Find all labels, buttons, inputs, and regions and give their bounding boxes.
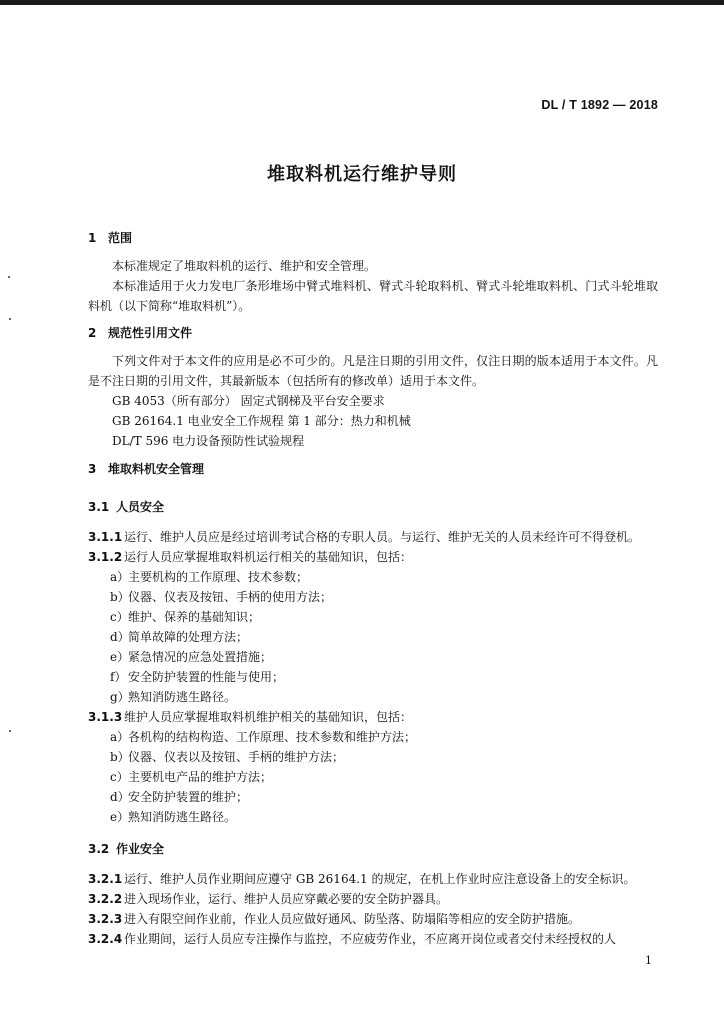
clause-3-1-1 <box>88 527 658 547</box>
list-item-text: 熟知消防逃生路径。 <box>128 810 237 824</box>
list-marker: d） <box>110 790 130 804</box>
normative-reference: DL/T 596 电力设备预防性试验规程 <box>112 434 305 448</box>
list-item <box>88 667 658 687</box>
scan-speck <box>9 730 11 732</box>
section-title: 堆取料机安全管理 <box>108 462 205 476</box>
clause-text: 维护人员应掌握堆取料机维护相关的基础知识，包括： <box>124 710 413 724</box>
section-title: 规范性引用文件 <box>108 326 193 340</box>
list-item <box>88 567 658 587</box>
list-marker: a） <box>110 730 130 744</box>
list-item-text: 主要机电产品的维护方法； <box>128 770 273 784</box>
paragraph: 本标准适用于火力发电厂条形堆场中臂式堆料机、臂式斗轮取料机、臂式斗轮堆取料机、门式斗轮堆取料机（以下简称“堆取料机”）。 <box>88 279 658 313</box>
clause-text: 进入现场作业，运行、维护人员应穿戴必要的安全防护器具。 <box>124 892 449 906</box>
section-heading-1 <box>88 228 658 248</box>
list-item <box>88 647 658 667</box>
document-title: 堆取料机运行维护导则 <box>267 164 457 185</box>
list-marker: f） <box>110 670 127 684</box>
clause-3-1-2 <box>88 547 658 567</box>
section-heading-3 <box>88 459 658 479</box>
list-item-text: 安全防护装置的维护； <box>128 790 249 804</box>
subsection-heading-3-1 <box>88 497 658 517</box>
clause-text: 运行、维护人员作业期间应遵守 GB 26164.1 的规定，在机上作业时应注意设备上的安全标识。 <box>124 872 636 886</box>
section-title: 范围 <box>108 231 133 245</box>
normative-reference: GB 4053（所有部分） 固定式钢梯及平台安全要求 <box>112 394 385 408</box>
list-marker: e） <box>110 650 130 664</box>
list-item-text: 紧急情况的应急处置措施； <box>128 650 273 664</box>
list-item-text: 各机构的结构构造、工作原理、技术参数和维护方法； <box>128 730 417 744</box>
list-item <box>88 587 658 607</box>
list-item <box>88 787 658 807</box>
section-number: 3 <box>88 462 97 476</box>
list-marker: a） <box>110 570 130 584</box>
document-body <box>88 228 658 949</box>
subsection-heading-3-2 <box>88 839 658 859</box>
clause-number: 3.2.4 <box>88 932 123 946</box>
list-item-text: 安全防护装置的性能与使用； <box>128 670 285 684</box>
section-number: 2 <box>88 326 97 340</box>
clause-number: 3.2.2 <box>88 892 123 906</box>
list-item-text: 简单故障的处理方法； <box>128 630 249 644</box>
list-marker: g） <box>110 690 130 704</box>
list-item <box>88 607 658 627</box>
section-heading-2 <box>88 323 658 343</box>
clause-number: 3.2.1 <box>88 872 123 886</box>
top-border-line <box>0 0 724 5</box>
list-marker: c） <box>110 610 129 624</box>
clause-number: 3.2.3 <box>88 912 123 926</box>
list-item <box>88 767 658 787</box>
clause-text: 作业期间，运行人员应专注操作与监控，不应疲劳作业，不应离开岗位或者交付未经授权的人 <box>124 932 617 946</box>
subsection-number: 3.1 <box>88 500 110 514</box>
clause-number: 3.1.2 <box>88 550 123 564</box>
clause-text: 进入有限空间作业前，作业人员应做好通风、防坠落、防塌陷等相应的安全防护措施。 <box>124 912 581 926</box>
list-item-text: 仪器、仪表及按钮、手柄的使用方法； <box>128 590 333 604</box>
clause-3-2-1 <box>88 869 658 889</box>
list-marker: e） <box>110 810 130 824</box>
normative-reference: GB 26164.1 电业安全工作规程 第 1 部分：热力和机械 <box>112 414 411 428</box>
list-item-text: 仪器、仪表以及按钮、手柄的维护方法； <box>128 750 345 764</box>
page-number: 1 <box>645 954 652 967</box>
section-number: 1 <box>88 231 97 245</box>
list-item-text: 维护、保养的基础知识； <box>128 610 261 624</box>
list-marker: d） <box>110 630 130 644</box>
document-code: DL / T 1892 — 2018 <box>541 98 658 112</box>
clause-number: 3.1.3 <box>88 710 123 724</box>
clause-text: 运行、维护人员应是经过培训考试合格的专职人员。与运行、维护无关的人员未经许可不得登机。 <box>124 530 641 544</box>
clause-text: 运行人员应掌握堆取料机运行相关的基础知识，包括： <box>124 550 413 564</box>
clause-3-2-3 <box>88 909 658 929</box>
list-item-text: 主要机构的工作原理、技术参数； <box>128 570 309 584</box>
list-item <box>88 627 658 647</box>
paragraph: 下列文件对于本文件的应用是必不可少的。凡是注日期的引用文件，仅注日期的版本适用于本文件。凡是不注日期的引用文件，其最新版本（包括所有的修改单）适用于本文件。 <box>88 354 658 388</box>
list-item <box>88 747 658 767</box>
clause-3-1-3 <box>88 707 658 727</box>
scan-speck <box>8 276 10 278</box>
list-marker: c） <box>110 770 129 784</box>
scan-speck <box>9 318 11 320</box>
subsection-title: 作业安全 <box>116 842 165 856</box>
subsection-number: 3.2 <box>88 842 110 856</box>
clause-number: 3.1.1 <box>88 530 123 544</box>
clause-3-2-4 <box>88 929 658 949</box>
list-marker: b） <box>110 590 130 604</box>
clause-3-2-2 <box>88 889 658 909</box>
list-item <box>88 807 658 827</box>
list-item-text: 熟知消防逃生路径。 <box>128 690 237 704</box>
list-item <box>88 687 658 707</box>
list-marker: b） <box>110 750 130 764</box>
paragraph: 本标准规定了堆取料机的运行、维护和安全管理。 <box>112 259 377 273</box>
subsection-title: 人员安全 <box>116 500 165 514</box>
list-item <box>88 727 658 747</box>
